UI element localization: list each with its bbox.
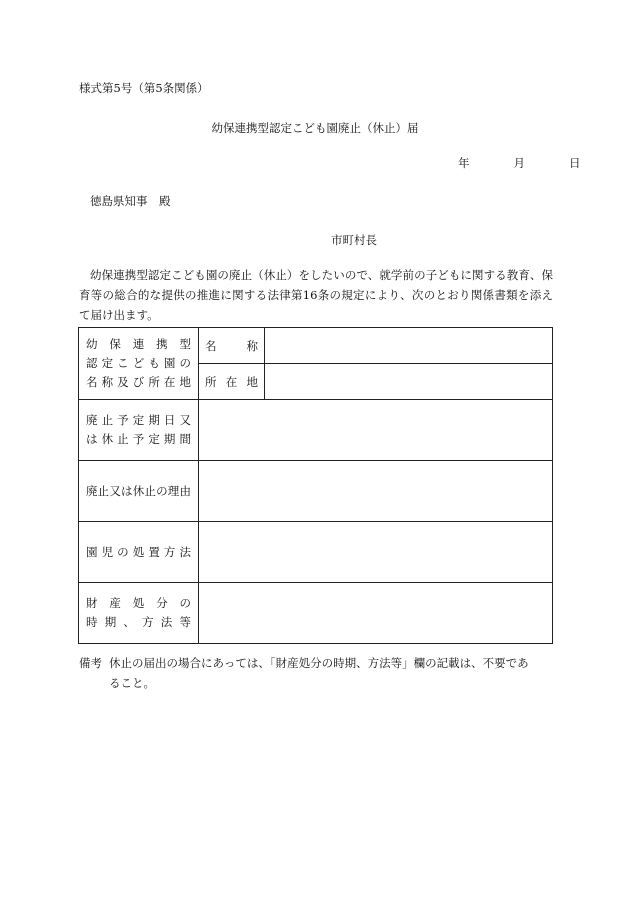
closure-reason-label-line-1: 廃止又は休止の理由 <box>86 483 191 498</box>
name-value-field[interactable] <box>265 328 553 364</box>
date-month-label: 月 <box>513 156 525 170</box>
closure-reason-value-field[interactable] <box>199 461 553 522</box>
sender: 市町村長 <box>331 233 377 247</box>
date-line <box>458 155 581 171</box>
remarks-line-1: 休止の届出の場合にあっては、「財産処分の時期、方法等」欄の記載は、不要であ <box>109 656 529 670</box>
address-value-field[interactable] <box>265 364 553 400</box>
addressee: 徳島県知事 殿 <box>90 194 171 208</box>
remarks-line-2: ること。 <box>109 676 155 690</box>
children-handling-label-line-1: 園児の処置方法 <box>86 544 191 559</box>
property-disposal-label-line-2: 時期、方法等 <box>86 615 191 629</box>
table-row <box>79 328 553 364</box>
children-handling-label-cell <box>79 522 199 583</box>
body-text: 幼保連携型認定こども園の廃止（休止）をしたいので、就学前の子どもに関する教育、保育等の総合的な提供の推進に関する法律第16条の規定により、次のとおり関係書類を添えて届け出ます。 <box>79 268 553 322</box>
form-number: 様式第5号（第5条関係） <box>79 81 209 95</box>
table-row <box>79 583 553 644</box>
date-day-label: 日 <box>569 156 581 170</box>
address-label: 所在地 <box>199 364 265 400</box>
closure-date-value-field[interactable] <box>199 400 553 461</box>
form-table <box>78 327 553 644</box>
name-label: 名 称 <box>199 328 265 364</box>
closure-date-label-cell <box>79 400 199 461</box>
table-row <box>79 400 553 461</box>
date-year-label: 年 <box>458 156 470 170</box>
facility-label-line-2: 認定こども園の <box>86 356 191 370</box>
facility-label-line-3: 名称及び所在地 <box>86 375 191 389</box>
facility-label-line-1: 幼保連携型 <box>86 337 191 351</box>
closure-date-label-line-2: は休止予定期間 <box>86 432 191 446</box>
property-disposal-value-field[interactable] <box>199 583 553 644</box>
children-handling-value-field[interactable] <box>199 522 553 583</box>
property-disposal-label-cell <box>79 583 199 644</box>
property-disposal-label-line-1: 財産処分の <box>86 596 191 610</box>
table-row <box>79 522 553 583</box>
closure-date-label-line-1: 廃止予定期日又 <box>86 413 191 427</box>
facility-label-cell <box>79 328 199 400</box>
remarks-heading: 備考 <box>79 656 102 670</box>
closure-reason-label-cell <box>79 461 199 522</box>
remarks <box>79 653 555 693</box>
table-row <box>79 461 553 522</box>
document-title: 幼保連携型認定こども園廃止（休止）届 <box>211 121 419 135</box>
